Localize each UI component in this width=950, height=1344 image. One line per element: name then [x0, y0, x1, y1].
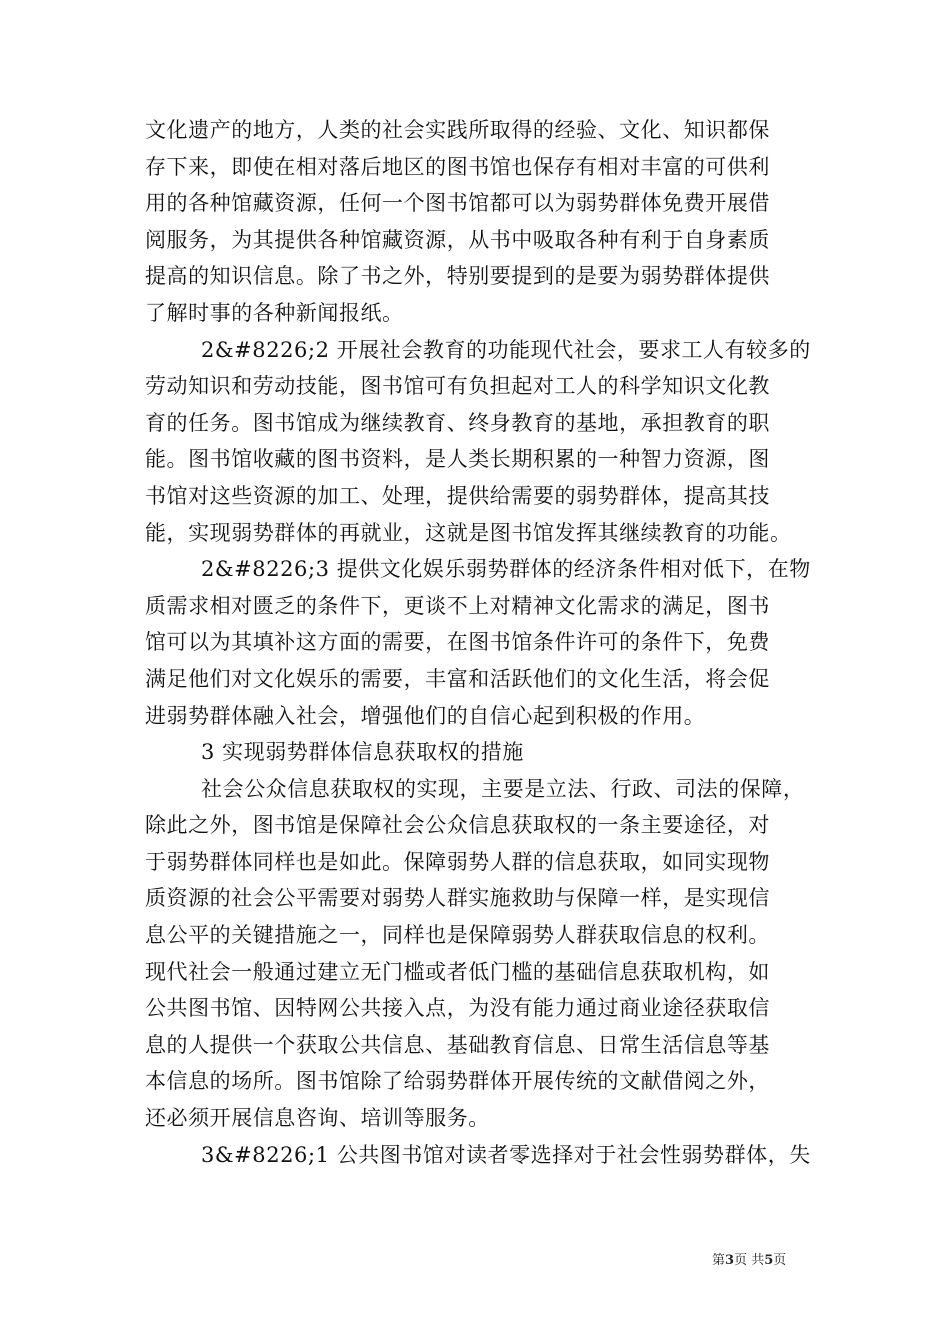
text-line: 质需求相对匮乏的条件下，更谈不上对精神文化需求的满足，图书	[145, 593, 770, 618]
text-line: 提高的知识信息。除了书之外，特别要提到的是要为弱势群体提供	[145, 264, 770, 289]
text-line: 息的人提供一个获取公共信息、基础教育信息、日常生活信息等基	[145, 1032, 770, 1057]
section-2-3-heading-line: 2&#8226;3 提供文化娱乐弱势群体的经济条件相对低下，在物	[201, 557, 811, 582]
text-line: 除此之外，图书馆是保障社会公众信息获取权的一条主要途径，对	[145, 813, 770, 838]
text-line: 满足他们对文化娱乐的需要，丰富和活跃他们的文化生活，将会促	[145, 666, 770, 691]
current-page-number: 3	[725, 1253, 735, 1268]
text-line: 于弱势群体同样也是如此。保障弱势人群的信息获取，如同实现物	[145, 849, 770, 874]
text-line: 存下来，即使在相对落后地区的图书馆也保存有相对丰富的可供利	[145, 154, 770, 179]
footer-prefix: 第	[712, 1253, 726, 1268]
text-line: 馆可以为其填补这方面的需要，在图书馆条件许可的条件下，免费	[145, 630, 770, 655]
text-line: 阅服务，为其提供各种馆藏资源，从书中吸取各种有利于自身素质	[145, 227, 770, 252]
text-line: 进弱势群体融入社会，增强他们的自信心起到积极的作用。	[145, 703, 706, 728]
body-text	[145, 112, 810, 1173]
footer-middle: 页 共	[734, 1253, 765, 1268]
text-line: 现代社会一般通过建立无门槛或者低门槛的基础信息获取机构，如	[145, 959, 770, 984]
text-line: 本信息的场所。图书馆除了给弱势群体开展传统的文献借阅之外，	[145, 1069, 770, 1094]
text-line: 了解时事的各种新闻报纸。	[145, 300, 404, 325]
footer-suffix: 页	[773, 1253, 787, 1268]
total-page-number: 5	[764, 1253, 774, 1268]
text-line: 能。图书馆收藏的图书资料，是人类长期积累的一种智力资源，图	[145, 447, 770, 472]
section-3-heading: 3 实现弱势群体信息获取权的措施	[201, 740, 524, 765]
text-line: 劳动知识和劳动技能，图书馆可有负担起对工人的科学知识文化教	[145, 374, 770, 399]
text-line: 文化遗产的地方，人类的社会实践所取得的经验、文化、知识都保	[145, 118, 770, 142]
text-line: 社会公众信息获取权的实现，主要是立法、行政、司法的保障，	[201, 776, 805, 801]
text-line: 书馆对这些资源的加工、处理，提供给需要的弱势群体，提高其技	[145, 483, 770, 508]
text-line: 公共图书馆、因特网公共接入点，为没有能力通过商业途径获取信	[145, 996, 770, 1021]
page-footer	[712, 1249, 812, 1268]
section-3-1-heading-line: 3&#8226;1 公共图书馆对读者零选择对于社会性弱势群体，失	[201, 1142, 811, 1167]
text-line: 育的任务。图书馆成为继续教育、终身教育的基地，承担教育的职	[145, 410, 770, 435]
text-line: 用的各种馆藏资源，任何一个图书馆都可以为弱势群体免费开展借	[145, 191, 770, 216]
text-line: 质资源的社会公平需要对弱势人群实施救助与保障一样，是实现信	[145, 886, 770, 911]
text-line: 息公平的关键措施之一，同样也是保障弱势人群获取信息的权利。	[145, 923, 770, 948]
text-line: 还必须开展信息咨询、培训等服务。	[145, 1106, 490, 1131]
section-2-2-heading-line: 2&#8226;2 开展社会教育的功能现代社会，要求工人有较多的	[201, 337, 811, 362]
text-line: 能，实现弱势群体的再就业，这就是图书馆发挥其继续教育的功能。	[145, 520, 792, 545]
